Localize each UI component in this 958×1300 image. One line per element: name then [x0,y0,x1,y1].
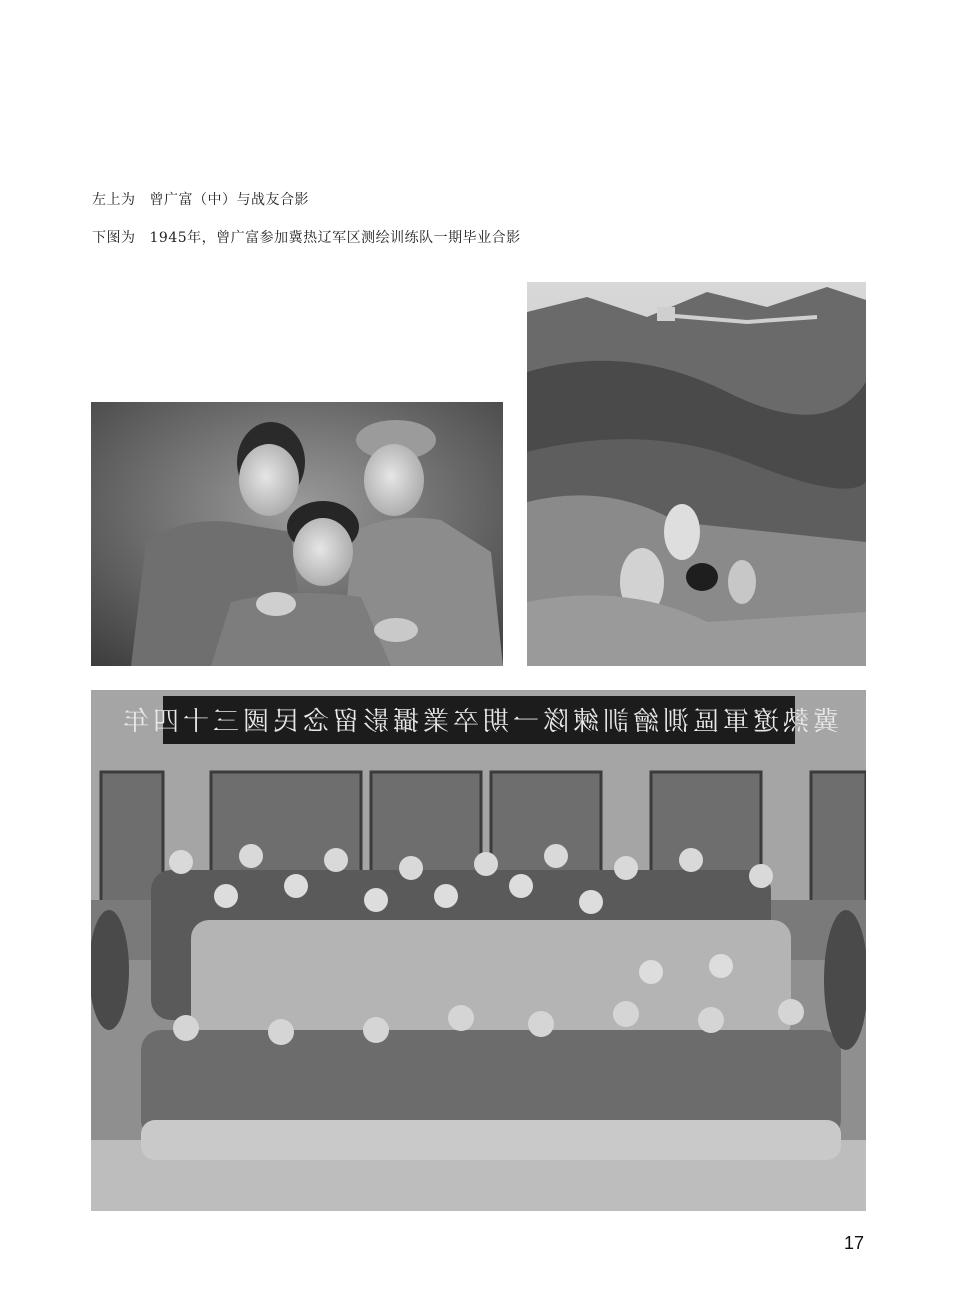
caption-top-left [92,189,309,209]
banner-text: 冀熱遼軍區測繪訓練隊一期卒業攝影留念民國三十四年 [118,707,840,737]
portrait-photo [91,402,503,666]
battlefield-photo [527,282,866,666]
caption-text: 1945年，曾广富参加冀热辽军区测绘训练队一期毕业合影 [149,230,521,246]
caption-bottom [92,227,521,247]
caption-text: 曾广富（中）与战友合影 [149,192,309,208]
caption-label: 下图为 [92,230,136,246]
group-graduation-photo [91,690,866,1211]
page-number: 17 [844,1233,865,1253]
caption-label: 左上为 [92,192,136,208]
